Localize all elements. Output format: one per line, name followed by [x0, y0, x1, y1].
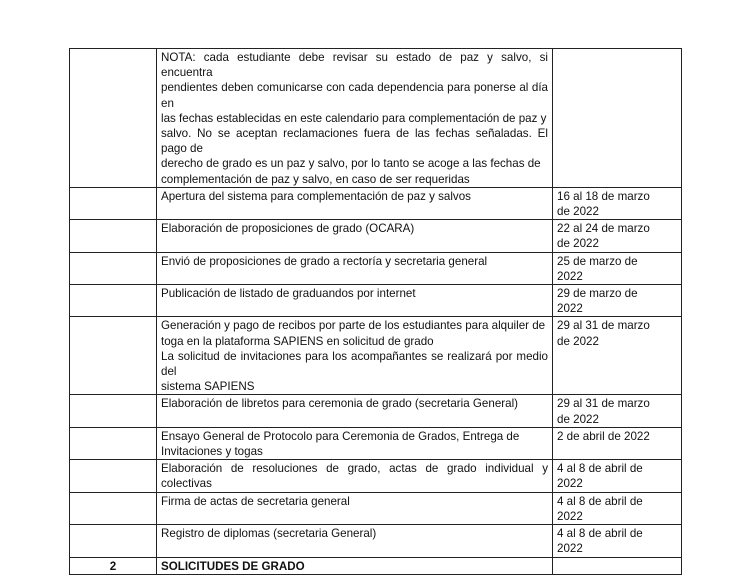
activity-date-line: 2022: [557, 509, 583, 523]
activity-date-cell: [553, 525, 682, 557]
row-number-cell: [70, 187, 157, 219]
activity-date-line: 2022: [557, 477, 583, 491]
activity-description-cell: [157, 525, 553, 557]
section-title: SOLICITUDES DE GRADO: [157, 557, 553, 574]
row-number-cell: [70, 317, 157, 395]
activity-description-line: Elaboración de resoluciones de grado, actas de grado individual y colectivas: [161, 462, 548, 491]
activity-description-line: La solicitud de invitaciones para los acompañantes se realizará por medio del: [161, 349, 548, 379]
activity-date-cell: [553, 492, 682, 524]
activity-date-cell: [553, 460, 682, 492]
row-number-cell: [70, 220, 157, 252]
activity-date-cell: [553, 427, 682, 459]
table-row: [70, 427, 682, 459]
table-row: [70, 252, 682, 284]
row-number-cell: [70, 460, 157, 492]
activity-description-line: Elaboración de proposiciones de grado (OCARA): [161, 222, 415, 236]
activity-date-line: de 2022: [557, 205, 599, 219]
activity-description-line: Ensayo General de Protocolo para Ceremonia de Grados, Entrega de: [161, 429, 520, 443]
section-header-row: [70, 557, 682, 574]
calendar-table-body: [70, 49, 682, 575]
table-row: [70, 49, 682, 188]
activity-description-line: Elaboración de libretos para ceremonia de grado (secretaria General): [161, 397, 519, 411]
activity-description-line: NOTA: cada estudiante debe revisar su estado de paz y salvo, si encuentra: [161, 51, 548, 80]
table-row: [70, 460, 682, 492]
row-number-cell: [70, 252, 157, 284]
activity-description-cell: [157, 460, 553, 492]
row-number-cell: [70, 492, 157, 524]
activity-description-cell: [157, 492, 553, 524]
activity-description-line: derecho de grado es un paz y salvo, por lo tanto se acoge a las fechas de: [161, 157, 541, 171]
activity-date-cell: [553, 49, 682, 188]
activity-description-line: salvo. No se aceptan reclamaciones fuera de las fechas señaladas. El pago de: [161, 127, 548, 156]
activity-description-cell: [157, 252, 553, 284]
activity-description-line: Envió de proposiciones de grado a rectoría y secretaria general: [161, 254, 488, 268]
activity-description-cell: [157, 285, 553, 317]
activity-date-line: 29 al 31 de marzo: [557, 319, 650, 333]
table-row: [70, 492, 682, 524]
table-row: [70, 525, 682, 557]
row-number-cell: [70, 285, 157, 317]
activity-description-line: las fechas establecidas en este calendario para complementación de paz y: [161, 111, 547, 125]
row-number-cell: [70, 395, 157, 427]
activity-date-line: de 2022: [557, 334, 599, 348]
activity-date-line: de 2022: [557, 412, 599, 426]
activity-description-cell: [157, 220, 553, 252]
activity-date-line: 25 de marzo de: [557, 254, 638, 268]
activity-description-line: Registro de diplomas (secretaria General): [161, 527, 377, 541]
table-row: [70, 187, 682, 219]
row-number-cell: [70, 525, 157, 557]
section-date-cell: [553, 557, 682, 574]
activity-description-line: Invitaciones y togas: [161, 445, 263, 459]
section-number: 2: [70, 557, 157, 574]
activity-date-line: 16 al 18 de marzo: [557, 189, 650, 203]
activity-description-cell: [157, 317, 553, 395]
activity-description-line: complementación de paz y salvo, en caso de ser requeridas: [161, 172, 470, 186]
activity-description-cell: [157, 395, 553, 427]
activity-description-cell: [157, 427, 553, 459]
activity-date-cell: [553, 395, 682, 427]
activity-date-line: 2022: [557, 269, 583, 283]
activity-date-cell: [553, 252, 682, 284]
row-number-cell: [70, 427, 157, 459]
table-row: [70, 395, 682, 427]
activity-date-line: 4 al 8 de abril de: [557, 494, 643, 508]
activity-description-line: pendientes deben comunicarse con cada dependencia para ponerse al día en: [161, 81, 548, 110]
activity-date-cell: [553, 187, 682, 219]
activity-description-line: toga en la plataforma SAPIENS en solicitud de grado: [161, 334, 434, 348]
activity-date-cell: [553, 285, 682, 317]
activity-date-line: 4 al 8 de abril de: [557, 527, 643, 541]
activity-date-line: 29 de marzo de: [557, 287, 638, 301]
activity-description-line: Apertura del sistema para complementación de paz y salvos: [161, 189, 471, 203]
activity-description-line: Generación y pago de recibos por parte de los estudiantes para alquiler de: [161, 319, 546, 333]
activity-date-cell: [553, 220, 682, 252]
activity-description-line: sistema SAPIENS: [161, 380, 255, 394]
activity-description-line: Publicación de listado de graduandos por internet: [161, 287, 416, 301]
activity-date-line: de 2022: [557, 237, 599, 251]
activity-description-cell: [157, 49, 553, 188]
table-row: [70, 220, 682, 252]
activity-description-line: Firma de actas de secretaria general: [161, 494, 350, 508]
table-row: [70, 317, 682, 395]
activity-date-line: 4 al 8 de abril de: [557, 462, 643, 476]
activity-date-line: 22 al 24 de marzo: [557, 222, 650, 236]
activity-date-line: 29 al 31 de marzo: [557, 397, 650, 411]
activity-date-line: 2022: [557, 542, 583, 556]
activity-date-line: 2 de abril de 2022: [557, 429, 650, 443]
activity-date-cell: [553, 317, 682, 395]
table-row: [70, 285, 682, 317]
row-number-cell: [70, 49, 157, 188]
activity-date-line: 2022: [557, 302, 583, 316]
activity-description-cell: [157, 187, 553, 219]
graduation-calendar-table: [69, 48, 682, 575]
